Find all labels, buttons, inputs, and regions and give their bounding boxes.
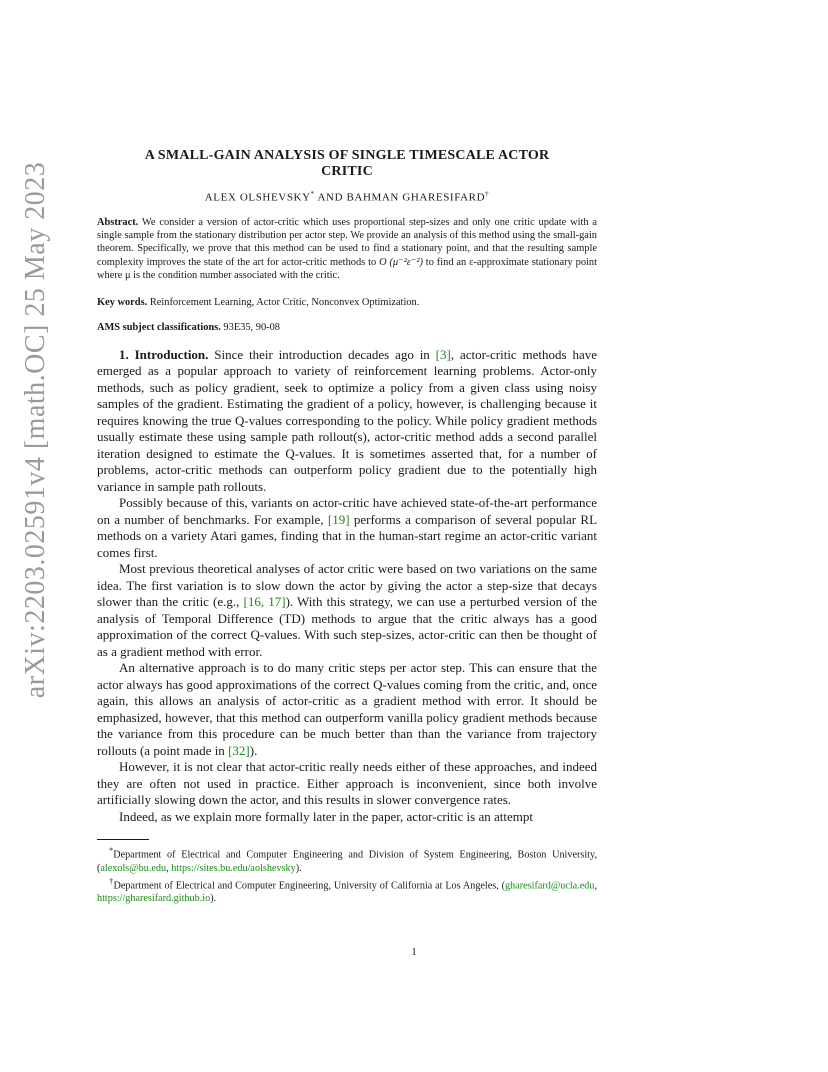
footnote-1-end: ). (295, 862, 302, 874)
abstract-math: O (μ⁻²ε⁻²) (379, 256, 423, 268)
p1-text-b: , actor-critic methods have emerged as a popular approach to variety of reinforcement learning problems. Actor-only methods, such as policy gradient, seek to optimize a policy from a given class using noisy samples of the gradient. Estimating the gradient of a policy, however, is challenging because it requires knowing the true Q-values corresponding to the policy. While policy gradient methods usually estimate these using sample path rollout(s), actor-critic method adds a second parallel iteration designed to estimate the Q-values. It is sometimes asserted that, for a number of problems, actor-critic methods can outperform policy gradient due to the potentially high variance in sample path rollouts. (97, 346, 597, 494)
citation-link[interactable]: [32] (228, 742, 250, 758)
keywords (97, 297, 597, 308)
ams-text: 93E35, 90-08 (220, 321, 280, 333)
footnote-1 (97, 844, 597, 874)
footnote-rule (97, 839, 149, 840)
introduction-body (97, 347, 597, 826)
author-1-mark: * (310, 190, 315, 198)
footnote-2-mark: † (109, 875, 114, 886)
homepage-link[interactable]: https://gharesifard.github.io (97, 892, 211, 904)
paragraph-2 (97, 495, 597, 561)
citation-link[interactable]: [3] (435, 346, 451, 362)
section-heading: 1. Introduction. (119, 346, 209, 362)
author-1: ALEX OLSHEVSKY (204, 191, 311, 204)
footnote-2-sep: , (594, 879, 598, 891)
abstract-text-1: We consider a version of actor-critic which uses proportional step-sizes and only one critic update with a single sample from the stationary distribution per actor step. We provide an analysis of this method using the small-gain theorem. Specifically, we prove that this method can be used to find a stationary point, and that the resulting sample complexity improves the state of the art for actor-critic methods to (97, 216, 597, 268)
p4-text-a: An alternative approach is to do many critic steps per actor step. This can ensure that the actor always has good approximations of the correct Q-values coming from the critic, and, once again, this allows an analysis of actor-critic as a gradient method with error. It should be emphasized, however, that this method can outperform vanilla policy gradient methods because the variance from this procedure can be much better than than the variance from trajectory rollouts (a point made in (97, 660, 597, 758)
paper-page (97, 140, 597, 905)
paragraph-3 (97, 561, 597, 660)
ams-classifications (97, 322, 597, 333)
p3-text-b: ). With this strategy, we can use a perturbed version of the analysis of Temporal Difference (TD) methods to argue that the critic always has a good approximation of the correct Q-values. With such step-sizes, actor-critic can then be thought of as a gradient method with error. (97, 594, 598, 659)
footnotes (97, 844, 597, 905)
abstract (97, 216, 597, 283)
email-link[interactable]: alexols@bu.edu (100, 862, 167, 874)
p4-text-b: ). (249, 742, 258, 758)
p1-text-a: Since their introduction decades ago in (208, 346, 436, 362)
author-and: AND (314, 191, 347, 204)
author-list (97, 190, 597, 204)
abstract-text-2: to find an ε-approximate stationary point where μ is the condition number associated with the critic. (97, 256, 597, 282)
footnote-1-text: Department of Electrical and Computer Engineering and Division of System Engineering, Boston University, ( (97, 849, 597, 874)
footnote-1-sep: , (166, 862, 172, 874)
citation-link[interactable]: [16, 17] (243, 594, 286, 610)
citation-link[interactable]: [19] (327, 511, 350, 527)
ams-label: AMS subject classifications. (97, 321, 221, 333)
title-line-2: CRITIC (321, 164, 373, 179)
author-2-mark: † (485, 190, 490, 198)
p2-text-b: performs a comparison of several popular RL methods on a variety Atari games, finding that in the human-start regime an actor-critic variant comes first. (97, 511, 598, 560)
homepage-link[interactable]: https://sites.bu.edu/aolshevsky (171, 862, 296, 874)
email-link[interactable]: gharesifard@ucla.edu (505, 879, 595, 891)
p3-text-a: Most previous theoretical analyses of actor critic were based on two variations on the same idea. The first variation is to slow down the actor by giving the actor a step-size that decays slower than the critic (e.g., (97, 561, 597, 610)
paragraph-5: However, it is not clear that actor-critic really needs either of these approaches, and indeed they are often not used in practice. Either approach is inconvenient, since both involve artificially slowing down the actor, and this results in slower convergence rates. (97, 759, 597, 808)
p2-text-a: Possibly because of this, variants on actor-critic have achieved state-of-the-art performance on a number of benchmarks. For example, (97, 495, 597, 527)
author-2: BAHMAN GHARESIFARD (346, 191, 486, 204)
footnote-2-text: Department of Electrical and Computer Engineering, University of California at Los Angeles, ( (113, 879, 506, 891)
arxiv-side-stamp (16, 161, 56, 699)
footnote-2-end: ). (210, 892, 217, 904)
keywords-text: Reinforcement Learning, Actor Critic, Nonconvex Optimization. (147, 296, 420, 308)
footnote-1-mark: * (109, 845, 114, 856)
paragraph-6: Indeed, as we explain more formally later in the paper, actor-critic is an attempt (119, 808, 533, 824)
title-line-1: A SMALL-GAIN ANALYSIS OF SINGLE TIMESCALE ACTOR (144, 148, 550, 163)
paragraph-4 (97, 660, 597, 759)
paragraph-1 (97, 347, 597, 496)
paper-title (97, 148, 597, 180)
keywords-label: Key words. (97, 296, 148, 308)
arxiv-identifier: arXiv:2203.02591v4 [math.OC] 25 May 2023 (20, 161, 51, 699)
footnote-2 (97, 875, 597, 905)
page-number: 1 (411, 946, 417, 958)
abstract-label: Abstract. (97, 216, 139, 228)
